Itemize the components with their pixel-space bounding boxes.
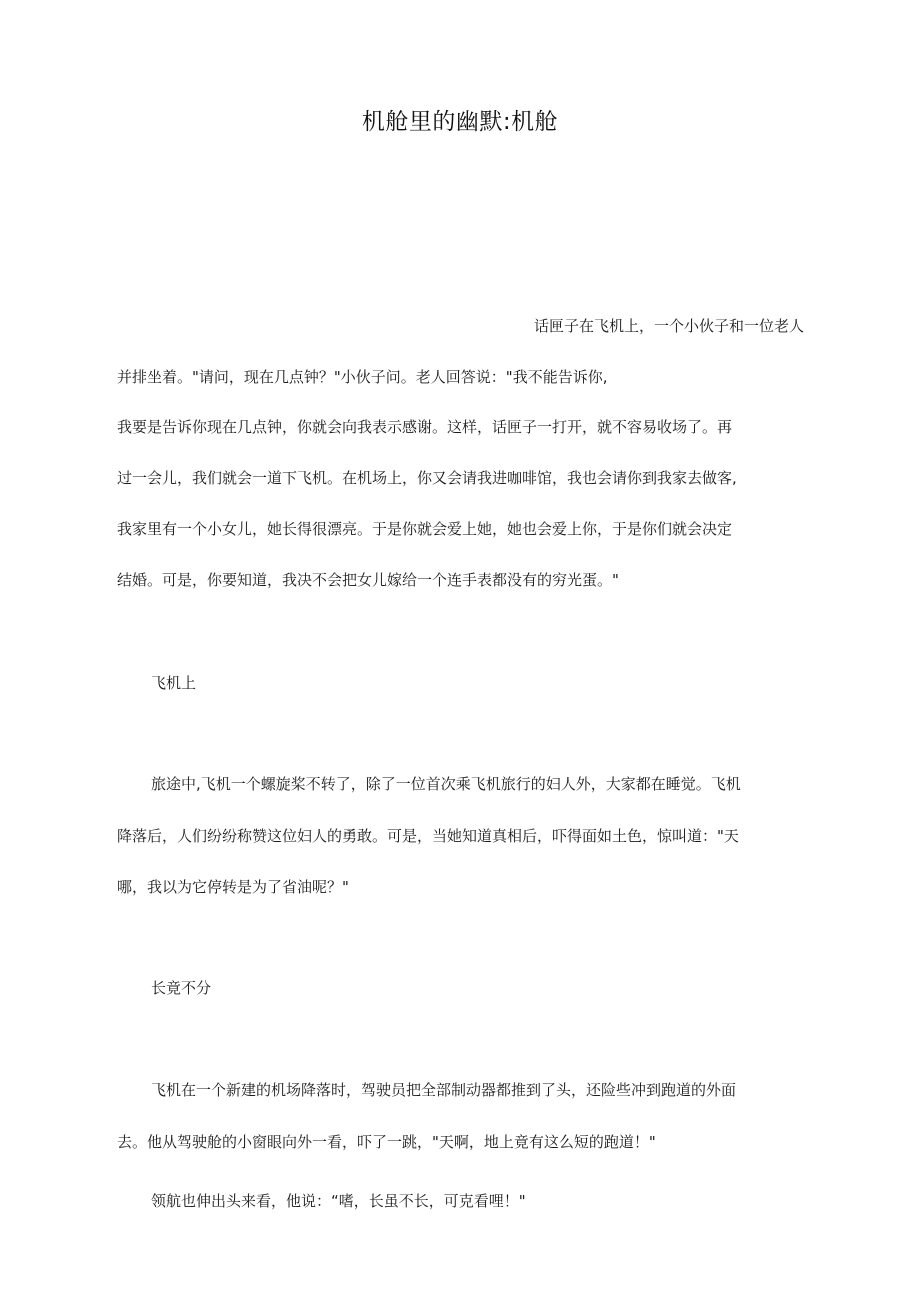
- page-title: 机舱里的幽默:机舱: [361, 109, 559, 135]
- paragraph-line: 旅途中,飞机一个螺旋桨不转了，除了一位首次乘飞机旅行的妇人外，大家都在睡觉。飞机: [151, 775, 741, 793]
- paragraph-line: 我家里有一个小女儿，她长得很漂亮。于是你就会爱上她，她也会爱上你，于是你们就会决定: [117, 520, 733, 538]
- paragraph-line: 去。他从驾驶舱的小窗眼向外一看，吓了一跳，"天啊，地上竟有这么短的跑道！": [117, 1133, 656, 1151]
- paragraph-line: 降落后，人们纷纷称赞这位妇人的勇敢。可是，当她知道真相后，吓得面如土色，惊叫道："天: [117, 827, 739, 845]
- section-heading: 长竟不分: [151, 979, 212, 997]
- paragraph-line: 并排坐着。"请问，现在几点钟？"小伙子问。老人回答说："我不能告诉你,: [117, 368, 608, 386]
- paragraph-line: 飞机在一个新建的机场降落时，驾驶员把全部制动器都推到了头，还险些冲到跑道的外面: [151, 1081, 737, 1099]
- section-heading: 飞机上: [151, 674, 197, 692]
- paragraph-line: 话匣子在飞机上，一个小伙子和一位老人: [533, 317, 804, 335]
- paragraph-line: 结婚。可是，你要知道，我决不会把女儿嫁给一个连手表都没有的穷光蛋。": [117, 571, 619, 589]
- paragraph-line: 领航也伸出头来看，他说：“嗜，长虽不长，可克看哩！": [151, 1192, 526, 1210]
- paragraph-line: 我要是告诉你现在几点钟，你就会向我表示感谢。这样，话匣子一打开，就不容易收场了。再: [117, 418, 733, 436]
- paragraph-line: 过一会儿，我们就会一道下飞机。在机场上，你又会请我进咖啡馆，我也会请你到我家去做客,: [117, 469, 737, 487]
- paragraph-line: 哪，我以为它停转是为了省油呢？": [117, 878, 349, 896]
